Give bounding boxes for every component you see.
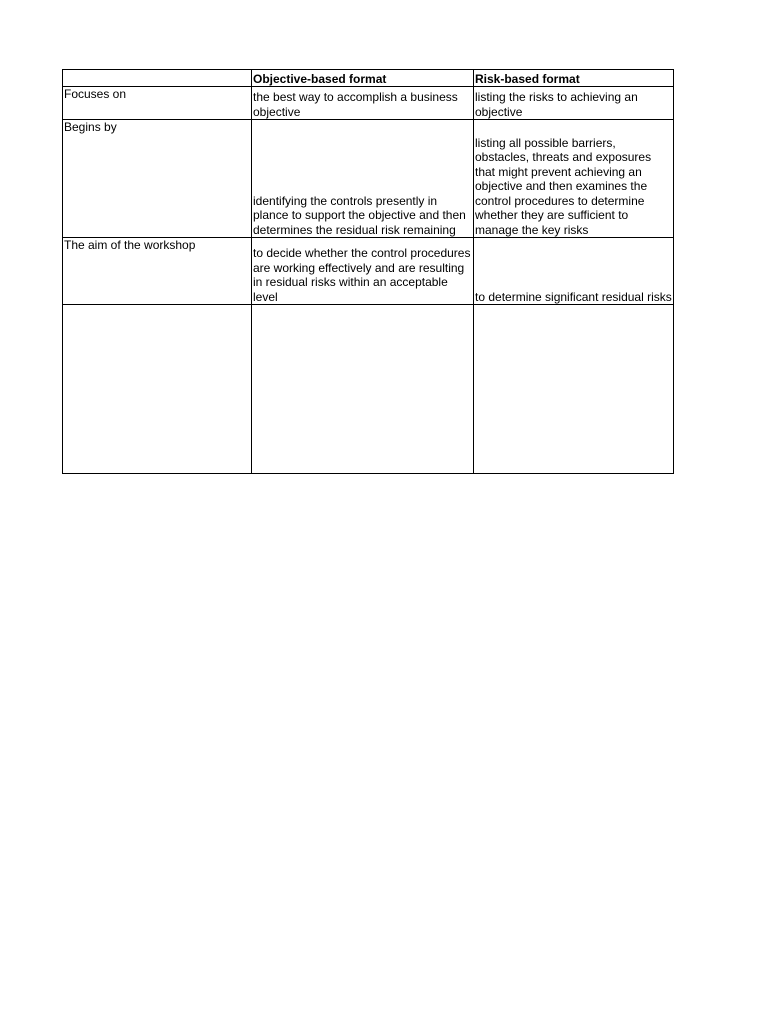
row-label: Focuses on bbox=[63, 87, 252, 120]
header-row bbox=[63, 70, 674, 87]
objective-cell: to decide whether the control procedures are working effectively and are resulting in residual risks within an acceptable level bbox=[252, 238, 474, 305]
header-cell-objective-based: Objective-based format bbox=[252, 70, 474, 87]
table-row-aim-of-workshop bbox=[63, 238, 674, 305]
risk-cell: listing all possible barriers, obstacles, threats and exposures that might prevent achieving an objective and then examines the control procedures to determine whether they are sufficient to manage the key risks bbox=[474, 120, 674, 238]
row-label bbox=[63, 305, 252, 474]
row-label: The aim of the workshop bbox=[63, 238, 252, 305]
comparison-table bbox=[62, 69, 674, 474]
table-row-begins-by bbox=[63, 120, 674, 238]
objective-cell: the best way to accomplish a business objective bbox=[252, 87, 474, 120]
objective-cell bbox=[252, 305, 474, 474]
table-row-focuses-on bbox=[63, 87, 674, 120]
header-cell-blank bbox=[63, 70, 252, 87]
risk-cell: to determine significant residual risks bbox=[474, 238, 674, 305]
header-cell-risk-based: Risk-based format bbox=[474, 70, 674, 87]
risk-cell bbox=[474, 305, 674, 474]
objective-cell: identifying the controls presently in plance to support the objective and then determines the residual risk remaining bbox=[252, 120, 474, 238]
risk-cell: listing the risks to achieving an objective bbox=[474, 87, 674, 120]
row-label: Begins by bbox=[63, 120, 252, 238]
table-row-empty bbox=[63, 305, 674, 474]
